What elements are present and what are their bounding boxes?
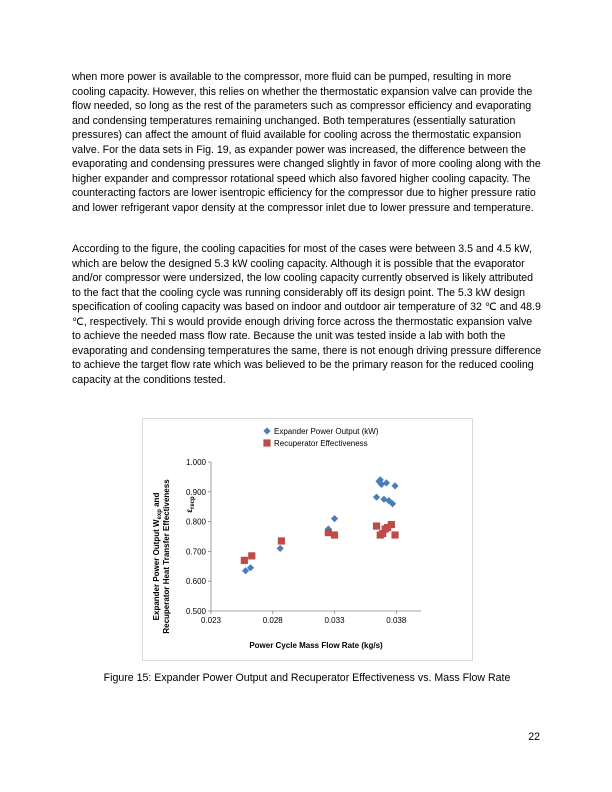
- y-axis-label-line-2: Recuperator Heat Transfer Effectiveness: [162, 479, 171, 634]
- y-tick-label: 0.600: [185, 577, 206, 587]
- y-axis-label-line-1: Expander Power Output $W_{exp}$ and: [152, 492, 163, 621]
- x-axis-label: Power Cycle Mass Flow Rate (kg/s): [249, 641, 383, 650]
- y-tick-label: 0.800: [185, 517, 206, 527]
- y-tick-label: 1.000: [185, 458, 206, 467]
- recuperator-effectiveness-point: [388, 521, 395, 528]
- expander-power-point: [391, 482, 398, 489]
- legend-diamond-marker: [263, 427, 270, 434]
- chart-svg: [143, 419, 472, 660]
- page-number: 22: [528, 731, 540, 743]
- y-tick-label: 0.900: [185, 487, 206, 497]
- legend-square-marker: [263, 439, 270, 446]
- y-tick-label: 0.700: [185, 547, 206, 557]
- chart-legend: [263, 427, 378, 448]
- recuperator-effectiveness-point: [278, 537, 285, 544]
- figure-caption: Figure 15: Expander Power Output and Recuperator Effectiveness vs. Mass Flow Rate: [103, 672, 511, 684]
- recuperator-effectiveness-point: [373, 522, 380, 529]
- legend-entry-label: Expander Power Output (kW): [274, 427, 379, 436]
- scatter-chart: [142, 418, 473, 661]
- legend-entry-label: Recuperator Effectiveness: [274, 439, 368, 448]
- recuperator-effectiveness-point: [241, 557, 248, 564]
- recuperator-effectiveness-point: [331, 531, 338, 538]
- body-paragraph-1: when more power is available to the compressor, more fluid can be pumped, resulting in more cooling capacity. However, this relies on whether the thermostatic expansion valve can provide the flow needed, so long as the rest of the parameters such as compressor efficiency and evaporating and condensing temperatures remaining unchanged. Both temperatures (essentially saturation pressures) can affect the amount of fluid available for cooling across the thermostatic expansion valve. For the data sets in Fig. 19, as expander power was increased, the difference between the evaporating and condensing pressures were changed slightly in favor of more cooling along with the higher expander and compressor rotational speed which also favored higher cooling capacity. The counteracting factors are lower isentropic efficiency for the compressor due to higher pressure ratio and lower refrigerant vapor density at the compressor inlet due to lower pressure and temperature.: [72, 71, 541, 214]
- y-tick-label: 0.500: [185, 607, 206, 616]
- x-tick-label: 0.028: [262, 616, 283, 625]
- x-tick-label: 0.023: [200, 616, 222, 625]
- recuperator-effectiveness-point: [391, 531, 398, 538]
- recuperator-effectiveness-point: [325, 529, 332, 536]
- expander-power-point: [331, 515, 338, 522]
- y-axis-label-line-3: $\varepsilon_{recp}$: [185, 496, 196, 513]
- expander-power-point: [277, 545, 284, 552]
- recuperator-effectiveness-point: [248, 552, 255, 559]
- body-paragraph-2: According to the figure, the cooling capacities for most of the cases were between 3.5 and 4.5 kW, which are below the designed 5.3 kW cooling capacity. Although it is possible that the evaporator and/or compressor were undersized, the low cooling capacity currently observed is likely attributed to the fact that the cooling cycle was running considerably off its design point. The 5.3 kW design specification of cooling capacity was based on indoor and outdoor air temperature of 32 ℃ and 48.9 ℃, respectively. Thi s would provide enough driving force across the thermostatic expansion valve to achieve the needed mass flow rate. Because the unit was tested inside a lab with both the evaporating and condensing temperatures the same, there is not enough driving pressure difference to achieve the target flow rate which was believed to be the primary reason for the reduced cooling capacity at the conditions tested.: [72, 243, 542, 386]
- x-tick-label: 0.033: [324, 616, 345, 625]
- x-tick-label: 0.038: [386, 616, 407, 625]
- chart-marks: [241, 476, 399, 574]
- expander-power-point: [373, 494, 380, 501]
